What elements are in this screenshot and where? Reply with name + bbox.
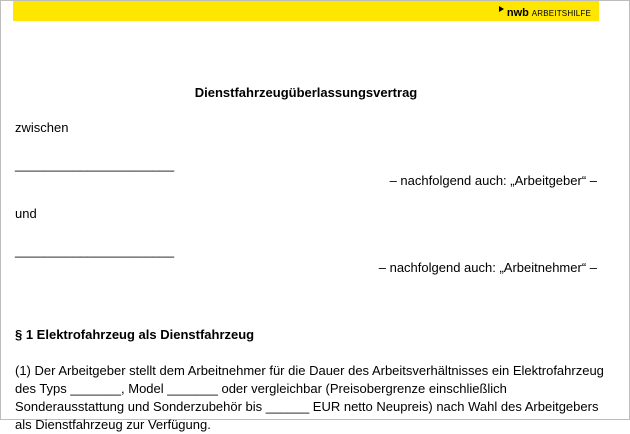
document-title: Dienstfahrzeugüberlassungsvertrag — [194, 85, 418, 100]
signature-line-employee: ______________________ — [15, 243, 175, 258]
brand-subtitle: ARBEITSHILFE — [531, 9, 591, 18]
between-label: zwischen — [15, 120, 69, 135]
brand-logo — [499, 6, 591, 19]
section-1-heading: § 1 Elektrofahrzeug als Dienstfahrzeug — [15, 327, 255, 342]
signature-line-employer: ______________________ — [15, 157, 175, 172]
triangle-icon — [499, 6, 504, 12]
employee-note: – nachfolgend auch: „Arbeitnehmer“ – — [378, 260, 597, 275]
section-1-paragraph-1: (1) Der Arbeitgeber stellt dem Arbeitnehmer für die Dauer des Arbeitsverhältnisses ein Elektrofahrzeug des Typs _______, Model _______ oder vergleichbar (Preisobergrenze einschließlich Sonderausstattung und Sonderzubehör bis ______ EUR netto Neupreis) nach Wahl des Arbeitgebers als Dienstfahrzeug zur Verfügung. — [15, 363, 604, 432]
header-bar — [13, 1, 599, 21]
employer-note: – nachfolgend auch: „Arbeitgeber“ – — [389, 173, 597, 188]
brand-name: nwb — [506, 7, 529, 19]
and-label: und — [15, 206, 37, 221]
